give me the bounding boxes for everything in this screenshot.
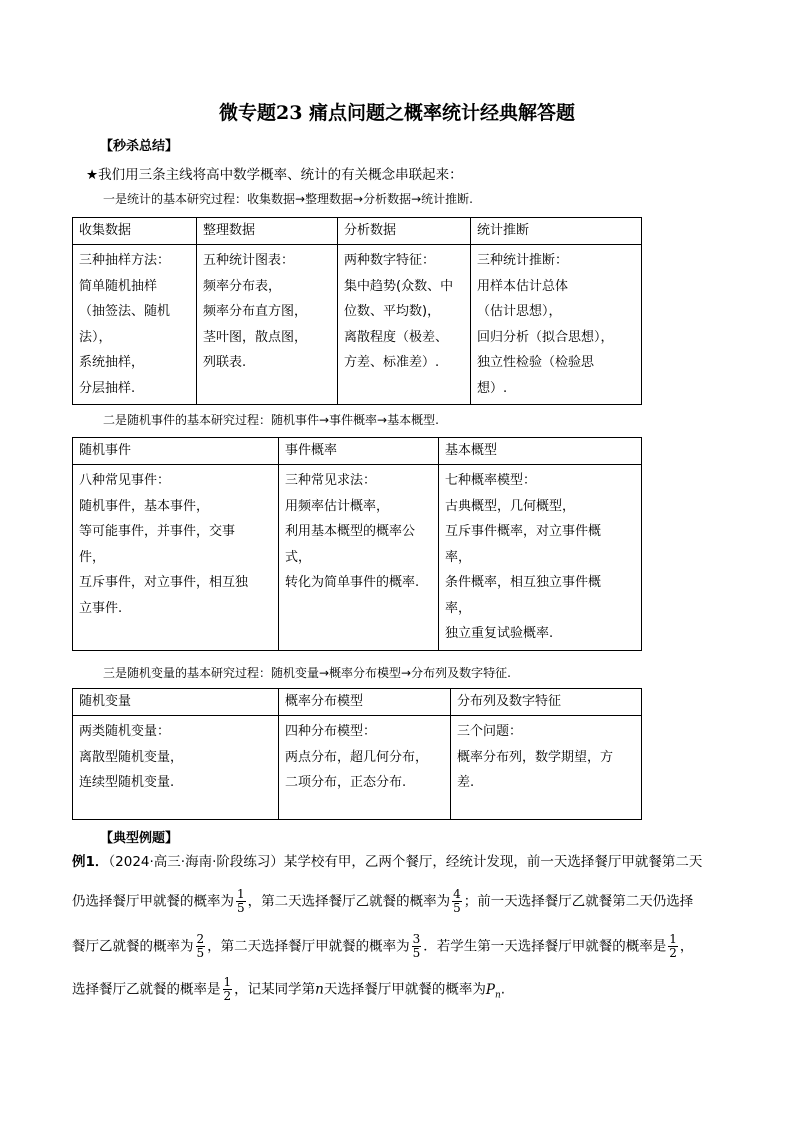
table-row xyxy=(73,438,642,465)
cell-line: 位数、平均数)， xyxy=(344,304,441,319)
cell-line: 二项分布，正态分布. xyxy=(285,775,407,790)
cell-line: 频率分布直方图， xyxy=(203,304,308,319)
cell-line: 三种抽样方法： xyxy=(79,253,171,268)
cell-line: 三种常见求法： xyxy=(285,473,377,488)
table-row xyxy=(73,218,642,245)
example-text: ，第二天选择餐厅甲就餐的概率为 xyxy=(207,938,410,955)
header-cell: 整理数据 xyxy=(197,218,338,245)
example-text: ，第二天选择餐厅乙就餐的概率为 xyxy=(247,893,451,910)
cell-line: 概率分布列，数学期望，方 xyxy=(457,749,614,765)
cell-line: 转化为简单事件的概率. xyxy=(285,575,420,590)
fraction xyxy=(223,976,233,1003)
header-cell: 概率分布模型 xyxy=(279,689,451,716)
denominator: 5 xyxy=(196,946,205,960)
random-variable-table xyxy=(72,688,642,820)
example-text: ．若学生第一天选择餐厅甲就餐的概率是 xyxy=(423,938,667,955)
denominator: 2 xyxy=(223,989,232,1003)
numerator: 3 xyxy=(412,932,421,946)
cell-line: 独立性检验（检验思 xyxy=(477,355,595,370)
statistics-process-line: 一是统计的基本研究过程：收集数据→整理数据→分析数据→统计推断. xyxy=(103,192,473,206)
example-text: 天选择餐厅甲就餐的概率为 xyxy=(323,981,486,998)
example-line-1 xyxy=(72,852,702,872)
cell-line: 随机事件，基本事件， xyxy=(79,498,210,514)
header-cell: 统计推断 xyxy=(471,218,642,245)
cell-line: 三种统计推断： xyxy=(477,253,569,268)
cell-line: 两种数字特征： xyxy=(344,253,436,268)
header-cell: 收集数据 xyxy=(73,218,197,245)
cell-line: （抽签法、随机 xyxy=(79,304,171,319)
cell-line: 茎叶图，散点图， xyxy=(203,329,308,345)
cell-line: 系统抽样， xyxy=(79,355,145,370)
example-text: ；前一天选择餐厅乙就餐第二天仍选择 xyxy=(463,893,694,910)
cell-line: 八种常见事件： xyxy=(79,473,171,488)
examples-heading: 【典型例题】 xyxy=(100,831,179,846)
variable-n: n xyxy=(315,981,324,998)
cell-line: 列联表. xyxy=(203,355,247,370)
header-cell: 随机事件 xyxy=(73,438,279,465)
page-title: 微专题23 痛点问题之概率统计经典解答题 xyxy=(218,102,576,124)
cell-line: 件， xyxy=(79,549,106,565)
cell-line: 率， xyxy=(445,549,472,565)
numerator: 1 xyxy=(237,887,245,901)
table-cell xyxy=(73,716,279,820)
denominator: 5 xyxy=(453,901,461,915)
cell-line: 法）， xyxy=(79,329,112,345)
cell-line: 利用基本概型的概率公 xyxy=(285,524,416,539)
summary-heading: 【秒杀总结】 xyxy=(100,139,179,154)
example-text: . xyxy=(500,981,506,998)
cell-line: 频率分布表， xyxy=(203,278,282,294)
table-cell xyxy=(73,245,197,405)
fraction xyxy=(196,933,206,960)
cell-line: 简单随机抽样 xyxy=(79,278,158,294)
cell-line: 式， xyxy=(285,549,312,565)
table-cell xyxy=(279,716,451,820)
header-cell: 随机变量 xyxy=(73,689,279,716)
header-cell: 分析数据 xyxy=(338,218,471,245)
table-cell xyxy=(471,245,642,405)
table-cell xyxy=(338,245,471,405)
cell-line: （估计思想）， xyxy=(477,304,562,319)
cell-line: 三个问题： xyxy=(457,724,523,739)
cell-line: 两类随机变量： xyxy=(79,724,171,739)
variable-p-subscript: n xyxy=(494,990,501,1001)
denominator: 2 xyxy=(669,946,677,960)
cell-line: 连续型随机变量. xyxy=(79,775,175,790)
cell-line: 回归分析（拟合思想）， xyxy=(477,329,614,345)
table-row xyxy=(73,716,642,820)
fraction xyxy=(668,933,678,960)
fraction xyxy=(236,888,246,915)
cell-line: 五种统计图表： xyxy=(203,253,295,268)
statistics-table xyxy=(72,217,642,405)
table-cell xyxy=(279,465,439,651)
table-row xyxy=(73,689,642,716)
cell-line: 想）. xyxy=(477,380,508,396)
table-cell xyxy=(73,465,279,651)
numerator: 1 xyxy=(669,932,677,946)
table-cell xyxy=(197,245,338,405)
variable-p-base: P xyxy=(485,981,495,998)
cell-line: 离散程度（极差、 xyxy=(344,329,449,345)
random-variable-process-line: 三是随机变量的基本研究过程：随机变量→概率分布模型→分布列及数字特征. xyxy=(103,666,511,680)
cell-line: 等可能事件，并事件，交事 xyxy=(79,524,236,539)
example-text: ， xyxy=(679,938,694,955)
cell-line: 用样本估计总体 xyxy=(477,278,569,294)
example-line-4 xyxy=(72,976,505,1005)
example-line-2 xyxy=(72,888,693,915)
cell-line: 古典概型，几何概型， xyxy=(445,498,576,514)
numerator: 1 xyxy=(223,975,232,989)
example-text: ，记某同学第 xyxy=(234,981,316,998)
random-event-table xyxy=(72,437,642,651)
example-text: 餐厅乙就餐的概率为 xyxy=(72,938,194,955)
table-cell xyxy=(451,716,642,820)
variable-p xyxy=(485,981,501,1001)
cell-line: 四种分布模型： xyxy=(285,724,377,739)
cell-line: 条件概率，相互独立事件概 xyxy=(445,575,602,590)
cell-line: 独立重复试验概率. xyxy=(445,626,554,641)
header-cell: 基本概型 xyxy=(439,438,642,465)
cell-line: 差. xyxy=(457,775,475,790)
header-cell: 分布列及数字特征 xyxy=(451,689,642,716)
numerator: 4 xyxy=(453,887,461,901)
cell-line: 分层抽样. xyxy=(79,380,136,396)
numerator: 2 xyxy=(196,932,205,946)
table-row xyxy=(73,245,642,405)
cell-line: 用频率估计概率， xyxy=(285,498,390,514)
example-text: 选择餐厅乙就餐的概率是 xyxy=(72,981,221,998)
table-cell xyxy=(439,465,642,651)
cell-line: 两点分布，超几何分布， xyxy=(285,749,429,765)
denominator: 5 xyxy=(237,901,245,915)
example-text: （2024·高三·海南·阶段练习）某学校有甲，乙两个餐厅，经统计发现，前一天选择餐厅甲就餐第二天 xyxy=(108,854,703,870)
cell-line: 方差、标准差）. xyxy=(344,355,440,370)
denominator: 5 xyxy=(412,946,421,960)
fraction xyxy=(452,888,462,915)
cell-line: 互斥事件，对立事件，相互独 xyxy=(79,575,249,590)
fraction xyxy=(412,933,422,960)
cell-line: 互斥事件概率，对立事件概 xyxy=(445,524,602,539)
example-label: 例1． xyxy=(72,854,109,870)
cell-line: 七种概率模型： xyxy=(445,473,537,488)
example-line-3 xyxy=(72,933,693,960)
intro-text: ★我们用三条主线将高中数学概率、统计的有关概念串联起来： xyxy=(86,167,463,183)
cell-line: 率， xyxy=(445,600,472,616)
header-cell: 事件概率 xyxy=(279,438,439,465)
random-event-process-line: 二是随机事件的基本研究过程：随机事件→事件概率→基本概型. xyxy=(103,413,439,427)
cell-line: 立事件. xyxy=(79,600,123,616)
cell-line: 集中趋势(众数、中 xyxy=(344,278,454,294)
example-text: 仍选择餐厅甲就餐的概率为 xyxy=(72,893,234,910)
cell-line: 离散型随机变量， xyxy=(79,749,184,765)
table-row xyxy=(73,465,642,651)
